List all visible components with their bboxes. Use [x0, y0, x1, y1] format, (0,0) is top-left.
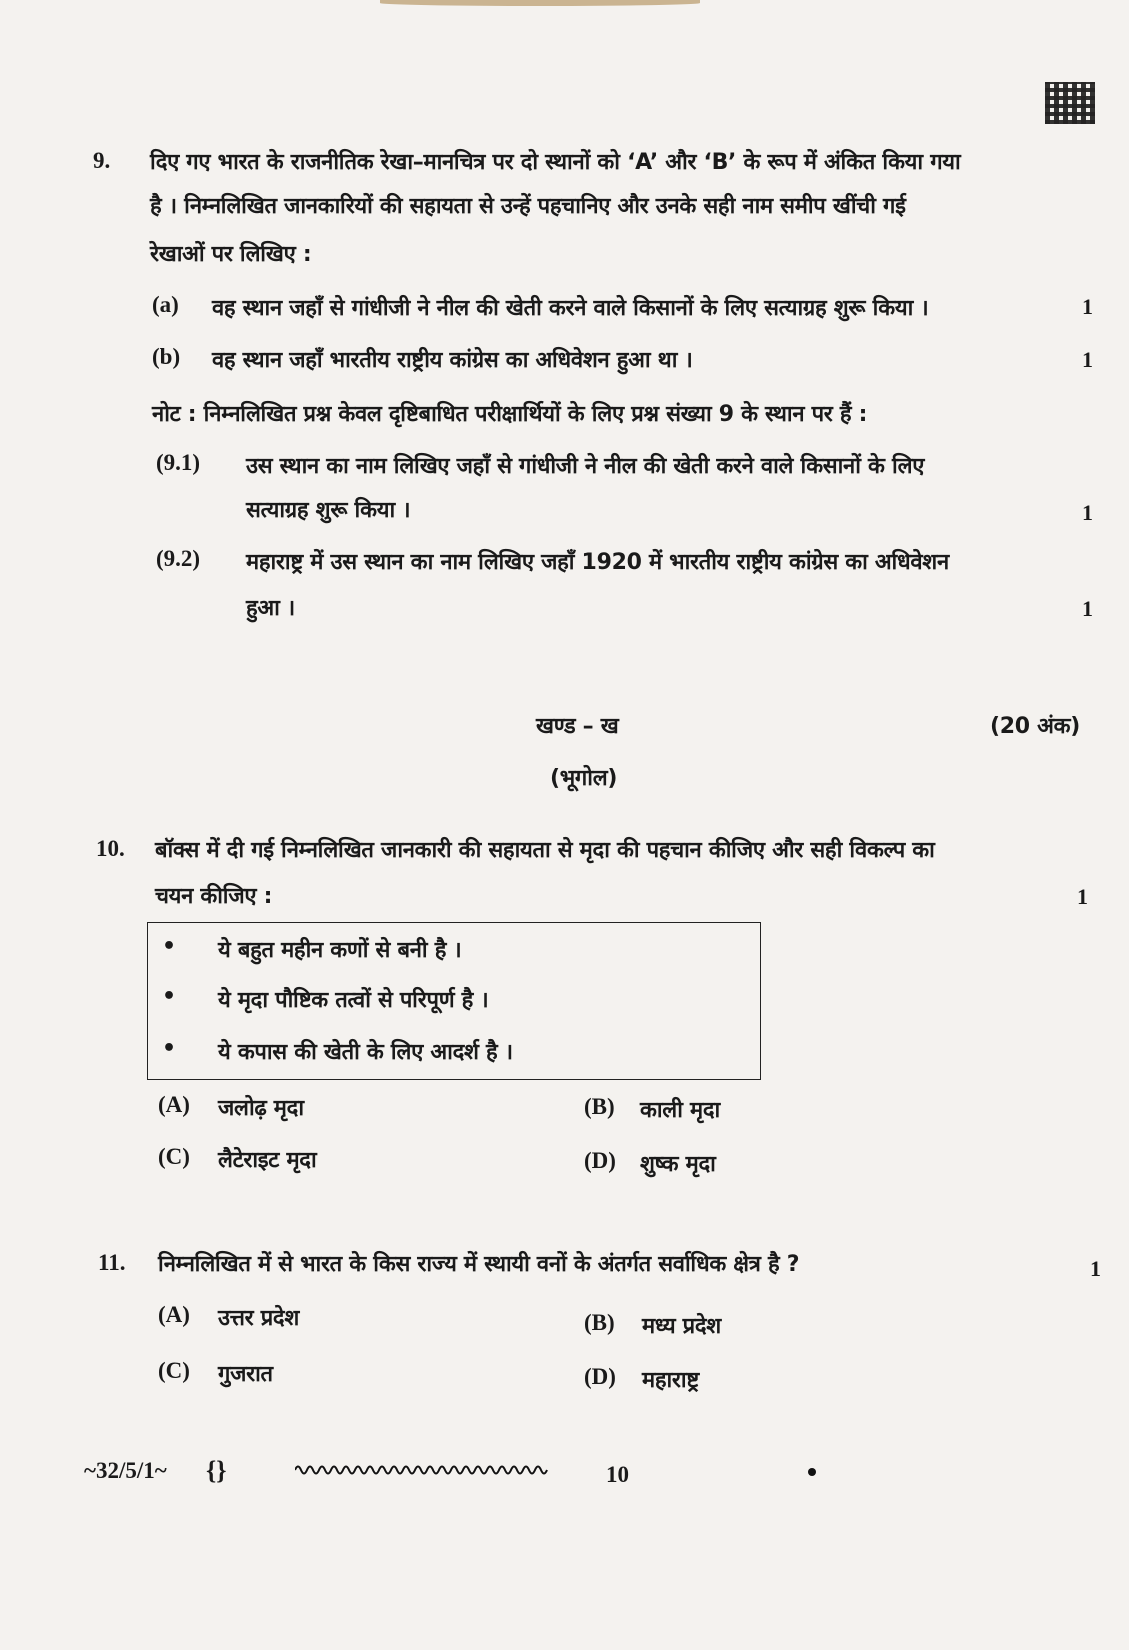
- q11-option-label: (D): [584, 1364, 616, 1389]
- q9-1-marks: 1: [1082, 500, 1093, 525]
- q9-1-text: उस स्थान का नाम लिखिए जहाँ से गांधीजी ने नील की खेती करने वाले किसानों के लिए: [246, 454, 925, 479]
- q9-note: नोट : निम्नलिखित प्रश्न केवल दृष्टिबाधित परीक्षार्थियों के लिए प्रश्न संख्या 9 के स्थान पर हैं :: [152, 402, 868, 427]
- q9-2-text: महाराष्ट्र में उस स्थान का नाम लिखिए जहाँ 1920 में भारतीय राष्ट्रीय कांग्रेस का अधिवेशन: [246, 550, 949, 575]
- q9-line: है । निम्नलिखित जानकारियों की सहायता से उन्हें पहचानिए और उनके सही नाम समीप खींची गई: [150, 194, 906, 219]
- section-title: खण्ड – ख: [536, 714, 619, 739]
- q9-2-label: (9.2): [156, 546, 201, 571]
- q11-marks: 1: [1090, 1256, 1101, 1281]
- q11-option-text: महाराष्ट्र: [642, 1368, 699, 1393]
- q10-option-label: (D): [584, 1148, 616, 1173]
- q10-option-label: (C): [158, 1144, 190, 1169]
- q9-2-marks: 1: [1082, 596, 1093, 621]
- section-marks: (20 अंक): [990, 714, 1080, 739]
- bullet: •: [162, 1036, 176, 1061]
- q9b-marks: 1: [1082, 347, 1093, 372]
- section-subtitle: (भूगोल): [550, 766, 618, 791]
- qr-code: [1045, 82, 1095, 124]
- q9-1-label: (9.1): [156, 450, 201, 475]
- box-item: ये बहुत महीन कणों से बनी है ।: [218, 938, 462, 963]
- q10-option-label: (A): [158, 1092, 190, 1117]
- q11-option-label: (A): [158, 1302, 190, 1327]
- paper-code: ~32/5/1~: [84, 1458, 167, 1483]
- q10-text: चयन कीजिए :: [155, 884, 273, 909]
- wavy-line-decoration: [295, 1462, 550, 1478]
- q9a-label: (a): [152, 292, 179, 317]
- q9-number: 9.: [93, 148, 111, 173]
- q11-option-label: (C): [158, 1358, 190, 1383]
- q11-text: निम्नलिखित में से भारत के किस राज्य में स्थायी वनों के अंतर्गत सर्वाधिक क्षेत्र है ?: [158, 1252, 800, 1277]
- q10-option-text: शुष्क मृदा: [640, 1152, 716, 1177]
- q10-marks: 1: [1077, 884, 1088, 909]
- page-edge-shadow: [380, 0, 700, 6]
- q9-1-text: सत्याग्रह शुरू किया ।: [246, 498, 411, 523]
- q9b-label: (b): [152, 344, 181, 369]
- q10-option-label: (B): [584, 1094, 615, 1119]
- bullet: •: [162, 984, 176, 1009]
- dot-mark: [808, 1468, 816, 1476]
- q10-text: बॉक्स में दी गई निम्नलिखित जानकारी की सहायता से मृदा की पहचान कीजिए और सही विकल्प का: [155, 838, 935, 863]
- box-item: ये मृदा पौष्टिक तत्वों से परिपूर्ण है ।: [218, 988, 489, 1013]
- q11-number: 11.: [98, 1250, 126, 1275]
- q11-option-text: गुजरात: [218, 1362, 273, 1387]
- q9-line: रेखाओं पर लिखिए :: [150, 242, 312, 267]
- q11-option-text: उत्तर प्रदेश: [218, 1306, 299, 1331]
- box-item: ये कपास की खेती के लिए आदर्श है ।: [218, 1040, 513, 1065]
- q9-line: दिए गए भारत के राजनीतिक रेखा–मानचित्र पर दो स्थानों को ‘A’ और ‘B’ के रूप में अंकित किया गया: [150, 150, 961, 175]
- paper-braces: {}: [206, 1456, 227, 1485]
- q9b-text: वह स्थान जहाँ भारतीय राष्ट्रीय कांग्रेस का अधिवेशन हुआ था ।: [212, 348, 693, 373]
- q11-option-label: (B): [584, 1310, 615, 1335]
- q9a-text: वह स्थान जहाँ से गांधीजी ने नील की खेती करने वाले किसानों के लिए सत्याग्रह शुरू किया ।: [212, 296, 929, 321]
- q10-option-text: जलोढ़ मृदा: [218, 1096, 304, 1121]
- q9a-marks: 1: [1082, 294, 1093, 319]
- q10-option-text: काली मृदा: [640, 1098, 720, 1123]
- q9-2-text: हुआ ।: [246, 596, 295, 621]
- q10-number: 10.: [96, 836, 125, 861]
- page-number: 10: [606, 1462, 629, 1487]
- q11-option-text: मध्य प्रदेश: [642, 1314, 721, 1339]
- q10-option-text: लैटेराइट मृदा: [218, 1148, 317, 1173]
- bullet: •: [162, 934, 176, 959]
